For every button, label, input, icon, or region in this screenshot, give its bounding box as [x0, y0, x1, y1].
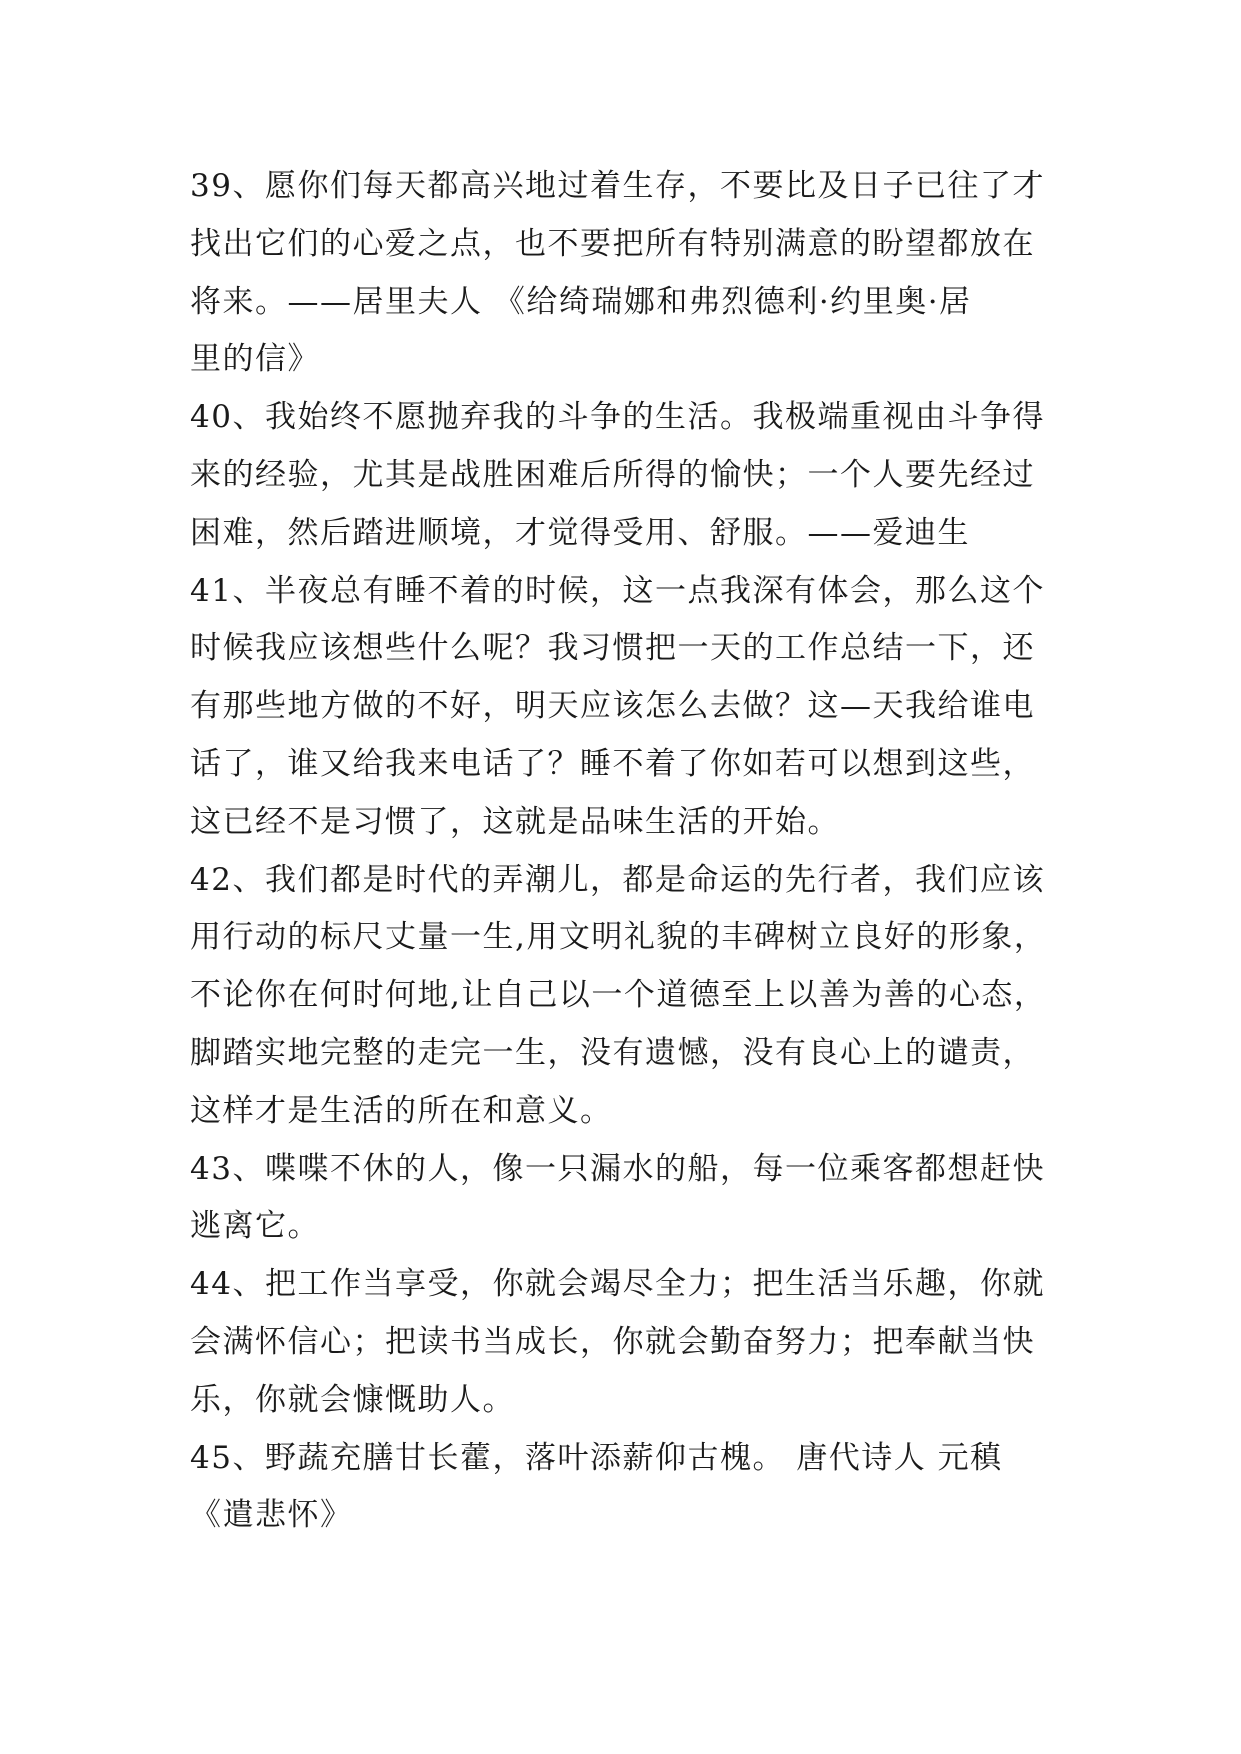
text-line: 里的信》 [190, 341, 320, 378]
document-body [190, 158, 1070, 1545]
text-line: 有那些地方做的不好，明天应该怎么去做？这—天我给谁电 [190, 688, 1035, 725]
text-line: 39、愿你们每天都高兴地过着生存，不要比及日子已往了才 [190, 168, 1045, 204]
text-line: 这已经不是习惯了，这就是品味生活的开始。 [190, 803, 840, 840]
text-line: 40、我始终不愿抛弃我的斗争的生活。我极端重视由斗争得 [190, 399, 1045, 436]
text-line: 这样才是生活的所在和意义。 [190, 1092, 613, 1129]
text-line: 42、我们都是时代的弄潮儿，都是命运的先行者，我们应该 [190, 861, 1045, 898]
text-line: 《遣悲怀》 [190, 1497, 353, 1534]
text-line: 45、野蔬充膳甘长藿，落叶添薪仰古槐。 唐代诗人 元稹 [190, 1439, 1003, 1476]
text-line: 44、把工作当享受，你就会竭尽全力；把生活当乐趣，你就 [190, 1266, 1045, 1303]
text-line: 找出它们的心爱之点，也不要把所有特别满意的盼望都放在 [190, 225, 1035, 262]
text-line: 脚踏实地完整的走完一生，没有遗憾，没有良心上的谴责， [190, 1034, 1035, 1071]
text-line: 话了，谁又给我来电话了？睡不着了你如若可以想到这些， [190, 745, 1035, 782]
text-line: 困难，然后踏进顺境，才觉得受用、舒服。——爱迪生 [190, 514, 970, 551]
text-line: 不论你在何时何地,让自己以一个道德至上以善为善的心态， [190, 977, 1047, 1014]
text-line: 将来。——居里夫人 《给绮瑞娜和弗烈德利·约里奥·居 [190, 283, 972, 320]
text-line: 时候我应该想些什么呢？我习惯把一天的工作总结一下，还 [190, 630, 1035, 667]
text-line: 41、半夜总有睡不着的时候，这一点我深有体会，那么这个 [190, 572, 1045, 609]
text-line: 逃离它。 [190, 1208, 320, 1245]
text-line: 乐，你就会慷慨助人。 [190, 1381, 515, 1418]
text-line: 来的经验，尤其是战胜困难后所得的愉快；一个人要先经过 [190, 456, 1035, 493]
text-line: 43、喋喋不休的人，像一只漏水的船，每一位乘客都想赶快 [190, 1150, 1045, 1187]
text-line: 会满怀信心；把读书当成长，你就会勤奋努力；把奉献当快 [190, 1323, 1035, 1360]
text-line: 用行动的标尺丈量一生,用文明礼貌的丰碑树立良好的形象， [190, 919, 1047, 956]
